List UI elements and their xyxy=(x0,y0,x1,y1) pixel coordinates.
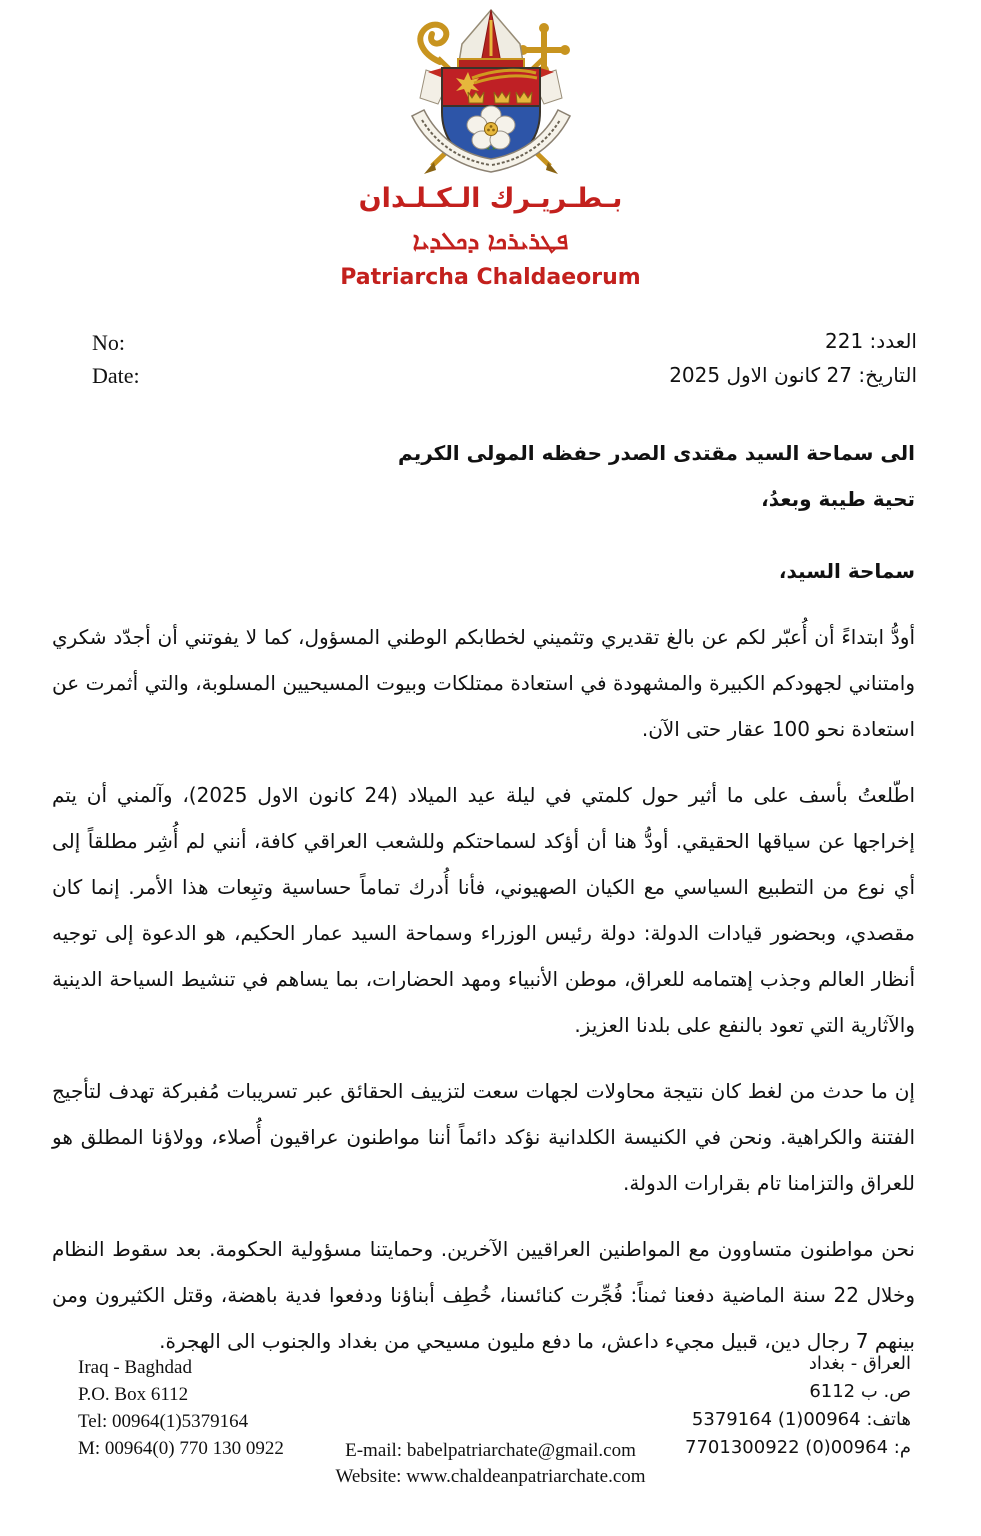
greeting-line: تحية طيبة وبعدُ، xyxy=(761,487,915,511)
document-number-line xyxy=(669,324,917,358)
no-label-ar: العدد: xyxy=(869,329,917,353)
recipient-line: الى سماحة السيد مقتدى الصدر حفظه المولى الكريم xyxy=(398,441,915,465)
meta-labels-english xyxy=(92,326,140,392)
paragraph-3: إن ما حدث من لغط كان نتيجة محاولات لجهات سعت لتزييف الحقائق عبر تسريبات مُفبركة تهدف لتأجيج الفتنة والكراهية. ونحن في الكنيسة الكلدانية نؤكد دائماً أننا مواطنون عراقيون أُصلاء، وولاؤنا المطلق هو للعراق والتزامنا تام بقرارات الدولة. xyxy=(52,1079,915,1195)
address-mobile-en: M: 00964(0) 770 130 0922 xyxy=(78,1438,284,1459)
letter-body xyxy=(52,430,915,1364)
address-tel-ar: هاتف: 00964(1) 5379164 xyxy=(691,1409,911,1430)
website-line xyxy=(0,1464,981,1490)
email-line xyxy=(0,1438,981,1464)
website-value: www.chaldeanpatriarchate.com xyxy=(406,1466,646,1487)
email-label: E-mail: xyxy=(345,1440,403,1461)
date-value: 27 كانون الاول 2025 xyxy=(669,363,852,387)
date-label-ar: التاريخ: xyxy=(858,363,917,387)
chaldean-patriarchate-crest-icon xyxy=(398,8,584,180)
website-label: Website: xyxy=(335,1466,402,1487)
salutation-line: سماحة السيد، xyxy=(778,559,915,583)
header-title-arabic: بـطـريـرك الـكـلـدان xyxy=(358,183,623,214)
date-label-en: Date: xyxy=(92,363,140,388)
header-title-syriac: ܦܛܪܝܪܟܐ ܕܟܠܕܝܐ xyxy=(412,227,569,255)
address-country-en: Iraq - Baghdad xyxy=(78,1357,192,1378)
no-value: 221 xyxy=(825,329,864,353)
address-pobox-ar: ص. ب 6112 xyxy=(809,1381,911,1402)
paragraph-2: اطّلعتُ بأسف على ما أثير حول كلمتي في ليلة عيد الميلاد (24 كانون الاول 2025)، وآلمني أن يتم إخراجها عن سياقها الحقيقي. أودُّ هنا أن أؤكد لسماحتكم وللشعب العراقي كافة، أنني لم أُشِر مطلقاً إلى أي نوع من التطبيع السياسي مع الكيان الصهيوني، فأنا أُدرك تماماً حساسية وتبِعات هذا الأمر. إنما كان مقصدي، وبحضور قيادات الدولة: دولة رئيس الوزراء وسماحة السيد عمار الحكيم، هو الدعوة إلى توجيه أنظار العالم وجذب إهتمامه للعراق، موطن الأنبياء ومهد الحضارات، بما يساهم في تنشيط السياحة الدينية والآثارية التي تعود بالنفع على بلدنا العزيز. xyxy=(52,783,916,1037)
address-country-ar: العراق - بغداد xyxy=(808,1353,911,1374)
email-value: babelpatriarchate@gmail.com xyxy=(406,1440,636,1461)
no-label-en: No: xyxy=(92,330,125,355)
paragraph-4: نحن مواطنون متساوون مع المواطنين العراقيين الآخرين. وحمايتنا مسؤولية الحكومة. بعد سقوط النظام وخلال 22 سنة الماضية دفعنا ثمناً: فُجِّرت كنائسنا، خُطِف أبناؤنا ودفعوا فدية باهضة، وقتل الكثيرون ومن بينهم 7 رجال دين، قبيل مجيء داعش، ما دفع مليون مسيحي من بغداد والجنوب الى الهجرة. xyxy=(52,1237,915,1353)
footer-contact-web xyxy=(0,1438,981,1490)
meta-values-arabic xyxy=(669,324,917,392)
address-mobile-ar: م: 00964(0) 7701300922 xyxy=(685,1437,911,1458)
paragraph-1: أودُّ ابتداءً أن أُعبّر لكم عن بالغ تقديري وتثميني لخطابكم الوطني المسؤول، كما لا يفوتني أن أجدّد شكري وامتناني لجهودكم الكبيرة والمشهودة في استعادة ممتلكات وبيوت المسيحيين المسلوبة، والتي أثمرت عن استعادة نحو 100 عقار حتى الآن. xyxy=(52,625,915,741)
header-title-latin: Patriarcha Chaldaeorum xyxy=(340,265,641,290)
address-pobox-en: P.O. Box 6112 xyxy=(78,1384,189,1405)
document-date-line xyxy=(669,358,917,392)
address-tel-en: Tel: 00964(1)5379164 xyxy=(78,1411,249,1432)
